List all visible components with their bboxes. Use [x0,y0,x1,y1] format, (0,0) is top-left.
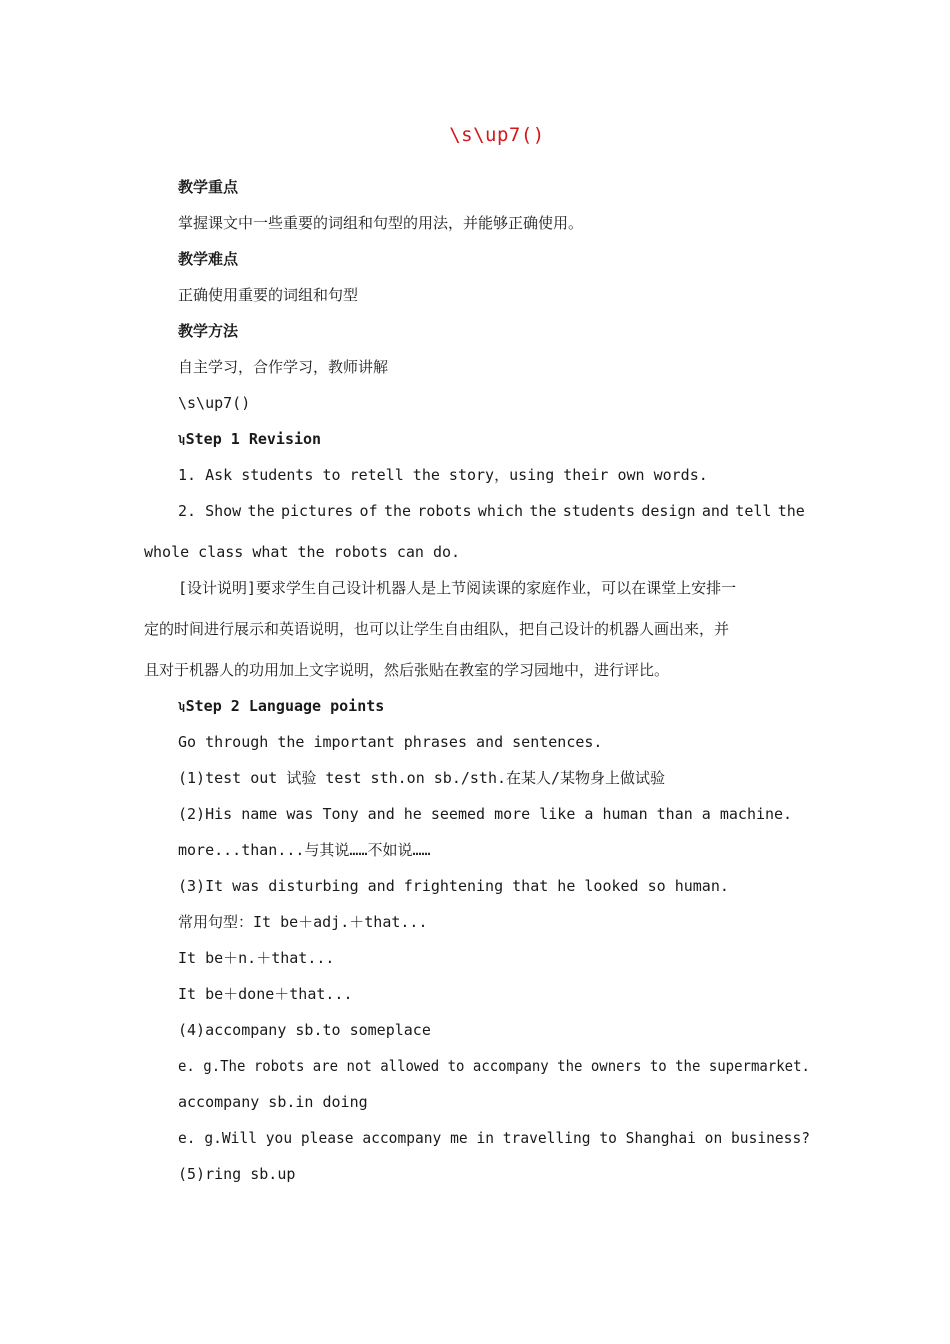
step1-item2 [178,501,805,521]
step2-heading-text: Step 2 Language points [185,697,385,715]
difficulties-text: 正确使用重要的词组和句型 [178,286,359,304]
step2-heading [178,696,384,717]
word: robots [417,502,472,520]
word: the [529,502,557,520]
word: students [562,502,636,520]
word: design [641,502,696,520]
word: pictures [280,502,354,520]
step2-line: (5)ring sb.up [178,1165,296,1183]
word: 2. Show [178,502,242,520]
step2-line: Go through the important phrases and sentences. [178,733,603,751]
step2-line: (2)His name was Tony and he seemed more like a human than a machine. [178,805,793,823]
key-points-heading: 教学重点 [178,178,239,196]
word: the [383,502,412,520]
step2-line: (3)It was disturbing and frightening that he looked so human. [178,877,729,895]
design-note-line1: [设计说明]要求学生自己设计机器人是上节阅读课的家庭作业，可以在课堂上安排一 [178,579,737,597]
step2-line: (4)accompany sb.to someplace [178,1021,431,1039]
document-title: \s\up7() [449,124,545,146]
word: the [247,502,275,520]
methods-heading: 教学方法 [178,322,239,340]
step1-heading-text: Step 1 Revision [185,430,322,448]
word: of [359,502,378,520]
step2-line: It be＋done＋that... [178,985,353,1003]
key-points-text: 掌握课文中一些重要的词组和句型的用法，并能够正确使用。 [178,214,584,232]
methods-text: 自主学习，合作学习，教师讲解 [178,358,389,376]
step1-heading [178,429,321,450]
design-note-line2: 定的时间进行展示和英语说明，也可以让学生自由组队，把自己设计的机器人画出来，并 [144,620,730,638]
step2-mark: ʮ [178,700,185,713]
step1-item2-continued: whole class what the robots can do. [144,543,461,561]
step2-line: e. g.The robots are not allowed to accompany the owners to the supermarket. [178,1057,810,1075]
word: and [701,502,729,520]
step2-line: accompany sb.in doing [178,1093,368,1111]
field-code-marker: \s\up7() [178,394,251,412]
step2-line: It be＋n.＋that... [178,949,335,967]
step2-line: more...than...与其说……不如说…… [178,841,431,859]
step1-item1: 1. Ask students to retell the story，using their own words. [178,466,708,484]
word: the [777,502,805,520]
word: which [477,502,524,520]
design-note-line3: 且对于机器人的功用加上文字说明，然后张贴在教室的学习园地中，进行评比。 [144,661,670,679]
difficulties-heading: 教学难点 [178,250,239,268]
step2-line: (1)test out 试验 test sth.on sb./sth.在某人/某物身上做试验 [178,769,666,787]
word: tell [735,502,772,520]
step2-line: 常用句型：It be＋adj.＋that... [178,913,428,931]
step1-mark: ʮ [178,433,185,446]
step2-line: e. g.Will you please accompany me in travelling to Shanghai on business? [178,1129,811,1147]
